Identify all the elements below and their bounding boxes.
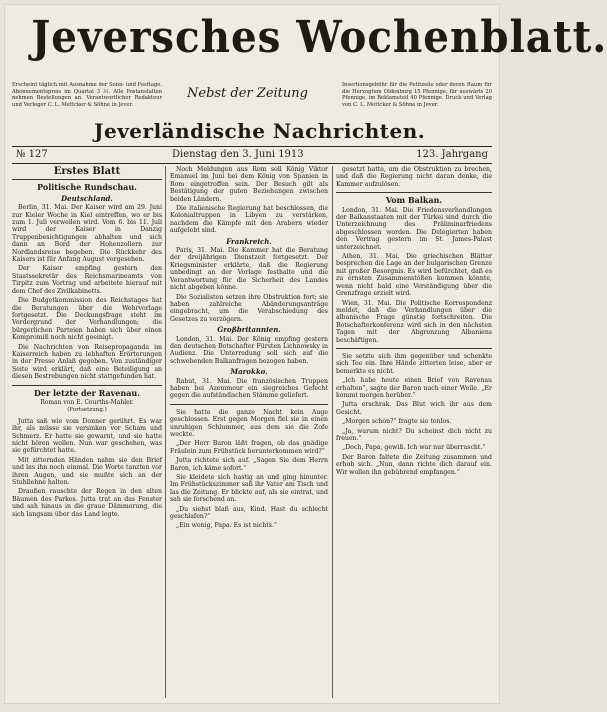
article-paragraph: London, 31. Mai. Der König empfing gestern den deutschen Botschafter Fürsten Lichnowsky in Audienz. Die Unterredung soll sich auf die schwebenden Balkanfragen bezogen haben. bbox=[170, 335, 328, 365]
morocco-heading: Marokko. bbox=[230, 367, 268, 377]
newspaper-title: Jeversches Wochenblatt. bbox=[31, 12, 607, 63]
serial-paragraph: Draußen rauschte der Regen in den alten Bäumen des Parkes. Jutta trat an das Fenster und sah hinaus in die graue Dämmerung, die sich langsam über das Land legte. bbox=[12, 488, 162, 518]
article-paragraph: Berlin, 31. Mai. Der Kaiser wird am 29. Juni zur Kieler Woche in Kiel eintreffen, wo er bis zum 1. Juli verweilen wird. Vom 6. bis 11. Juli wird der Kaiser in Danzig Truppenbesichtigungen abhalten und sich dann an Bord der Hohenzollern zur Nordlandsreise begeben. Die Rückkehr des Kaisers ist für Anfang August vorgesehen. bbox=[12, 204, 162, 264]
serial-paragraph: „Morgen schon?“ fragte sie tonlos. bbox=[342, 418, 452, 426]
serial-byline: Roman von E. Courths-Mahler. bbox=[40, 398, 134, 406]
supplement-note: Nebst der Zeitung bbox=[187, 86, 308, 101]
column-divider bbox=[165, 166, 166, 698]
serial-paragraph: Sie kleidete sich hastig an und ging hinunter. Im Frühstückszimmer saß ihr Vater am Tisch und las die Zeitung. Er blickte auf, als sie eintrat, und sah sie forschend an. bbox=[170, 474, 328, 504]
article-paragraph: Die Nachrichten von Reisepropaganda im Kaiserreich haben zu lebhaften Erörterungen in der Presse Anlaß gegeben. Von zuständiger Seite wird erklärt, daß eine Beteiligung an diesen Bestrebungen nicht stattgefunden hat. bbox=[12, 343, 162, 381]
serial-paragraph: „Der Herr Baron läßt fragen, ob das gnädige Fräulein zum Frühstück herunterkommen wird?“ bbox=[170, 440, 328, 455]
article-paragraph: Die italienische Regierung hat beschlossen, die Kolonialtruppen in Libyen zu verstärken, nachdem die Kämpfe mit den Arabern wieder aufgelebt sind. bbox=[170, 205, 328, 235]
germany-heading: Deutschland. bbox=[61, 193, 113, 203]
column-2 bbox=[170, 166, 328, 698]
serial-paragraph: „Ich habe heute einen Brief von Ravenau erhalten“, sagte der Baron nach einer Weile. „Er kommt morgen herüber.“ bbox=[336, 377, 492, 399]
article-paragraph: Rabat, 31. Mai. Die französischen Truppen haben bei Azemmour ein siegreiches Gefecht gegen die aufständischen Stämme geliefert. bbox=[170, 377, 328, 400]
article-paragraph: Die Sozialisten setzen ihre Obstruktion fort; sie haben zahlreiche Abänderungsanträge eingebracht, um die Verabschiedung des Gesetzes zu verzögern. bbox=[170, 293, 328, 323]
serial-paragraph: Jutta richtete sich auf. „Sagen Sie dem Herrn Baron, ich käme sofort.“ bbox=[170, 457, 328, 472]
newspaper-page bbox=[4, 4, 607, 704]
issue-date: Dienstag den 3. Juni 1913 bbox=[172, 149, 304, 160]
politics-heading: Politische Rundschau. bbox=[37, 182, 137, 193]
section-title: Erstes Blatt bbox=[53, 166, 121, 177]
article-paragraph: Noch Meldungen aus Rom soll König Viktor Emanuel im Juni bei dem König von Spanien in Rom eingetroffen sein. Der Besuch gilt als Bestätigung der guten Beziehungen zwischen beiden Ländern. bbox=[170, 166, 328, 203]
serial-paragraph: „Ja, warum nicht? Du scheinst dich nicht zu freuen.“ bbox=[336, 427, 492, 442]
article-paragraph: Wien, 31. Mai. Die Politische Korrespondenz meldet, daß die Verhandlungen über die albanische Frage günstig fortschreiten. Die Botschafterkonferenz wird sich in den nächsten Tagen mit der Abgrenzung Albaniens beschäftigen. bbox=[336, 299, 492, 344]
column-1 bbox=[12, 166, 162, 698]
france-heading: Frankreich. bbox=[226, 236, 272, 246]
masthead bbox=[12, 12, 607, 80]
article-paragraph: London, 31. Mai. Die Friedensverhandlungen der Balkanstaaten mit der Türkei sind durch die Unterzeichnung des Präliminarfriedens abgeschlossen worden. Die Delegierten haben den Vertrag gestern im St. James-Palast unterzeichnet. bbox=[336, 206, 492, 251]
article-paragraph: Der Kaiser empfing gestern den Staatssekretär des Reichsmarineamts von Tirpitz zum Vortrag und arbeitete hierauf mit dem Chef des Zivilkabinetts. bbox=[12, 265, 162, 295]
article-paragraph: Die Budgetkommission des Reichstages hat die Beratungen über die Wehrvorlage fortgesetzt. Die Deckungsfrage steht im Vordergrund der Verhandlungen; die bürgerlichen Parteien haben sich über einen Kompromiß noch nicht geeinigt. bbox=[12, 297, 162, 342]
serial-title: Der letzte der Ravenau. bbox=[33, 387, 140, 398]
serial-paragraph: Sie hatte die ganze Nacht kein Auge geschlossen. Erst gegen Morgen fiel sie in einen unruhigen Schlummer, aus dem sie die Zofe weckte. bbox=[170, 408, 328, 438]
column-divider bbox=[332, 166, 333, 698]
serial-paragraph: „Doch, Papa, gewiß. Ich war nur überrascht.“ bbox=[342, 444, 486, 452]
columns bbox=[12, 166, 492, 698]
volume-year: 123. Jahrgang bbox=[416, 149, 488, 160]
dateline bbox=[12, 146, 492, 164]
serial-paragraph: Mit zitternden Händen nahm sie den Brief und las ihn noch einmal. Die Worte tanzten vor ihren Augen, und sie mußte sich an der Stuhllehne halten. bbox=[12, 456, 162, 487]
balkan-heading: Vom Balkan. bbox=[385, 195, 443, 206]
masthead-info-row bbox=[12, 82, 492, 120]
advertising-info: Insertionsgebühr für die Petitzeile oder deren Raum für die Herzogtum Oldenburg 15 Pfennige, für auswärts 20 Pfennige, im Reklameteil 40 Pfennige. Druck und Verlag von C. L. Mettcker & Söhne in Jever. bbox=[342, 82, 492, 108]
britain-heading: Großbritannien. bbox=[217, 325, 281, 335]
serial-paragraph: „Du siehst blaß aus, Kind. Hast du schlecht geschlafen?“ bbox=[170, 505, 328, 521]
serial-paragraph: Der Baron faltete die Zeitung zusammen und erhob sich. „Nun, dann richte dich darauf ein. Wir wollen ihn gebührend empfangen.“ bbox=[336, 453, 492, 476]
column-3 bbox=[336, 166, 492, 698]
serial-paragraph: Sie setzte sich ihm gegenüber und schenkte sich Tee ein. Ihre Hände zitterten leise, aber er bemerkte es nicht. bbox=[336, 352, 492, 375]
article-paragraph: Athen, 31. Mai. Die griechischen Blätter besprechen die Lage an der bulgarischen Grenze mit großer Besorgnis. Es wird befürchtet, daß es zu ernsten Zusammenstößen kommen könnte, wenn nicht bald eine Verständigung über die Grenzfrage erzielt wird. bbox=[336, 253, 492, 298]
article-paragraph: gesetzt hatte, um die Obstruktion zu brechen, und daß die Regierung nicht daran denke, die Kammer aufzulösen. bbox=[336, 166, 492, 188]
serial-note: (Fortsetzung.) bbox=[67, 407, 107, 414]
subscription-info: Erscheint täglich mit Ausnahme der Sonn- und Festtage. Abonnementspreis im Quartal 3 ℳ. Alle Postanstalten nehmen Bestellungen an. Verantwortlicher Redakteur und Verleger C. L. Mettcker & Söhne in Jever. bbox=[12, 82, 162, 108]
issue-number: № 127 bbox=[16, 149, 48, 160]
serial-paragraph: „Ein wenig, Papa. Es ist nichts.“ bbox=[176, 522, 278, 530]
serial-paragraph: Jutta saß wie vom Donner gerührt. Es war ihr, als müsse sie versinken vor Scham und Schmerz. Er hatte sie gewarnt, und sie hatte nicht hören wollen. Nun war geschehen, was sie gefürchtet hatte. bbox=[12, 417, 162, 455]
newspaper-subtitle: Jeverländische Nachrichten. bbox=[94, 119, 426, 143]
article-paragraph: Paris, 31. Mai. Die Kammer hat die Beratung der dreijährigen Dienstzeit fortgesetzt. Der Kriegsminister erklärte, daß die Regierung unbedingt an der Vorlage festhalte und die Verantwortung für die Sicherheit des Landes nicht abgeben könne. bbox=[170, 247, 328, 292]
serial-paragraph: Jutta erschrak. Das Blut wich ihr aus dem Gesicht. bbox=[336, 401, 492, 416]
